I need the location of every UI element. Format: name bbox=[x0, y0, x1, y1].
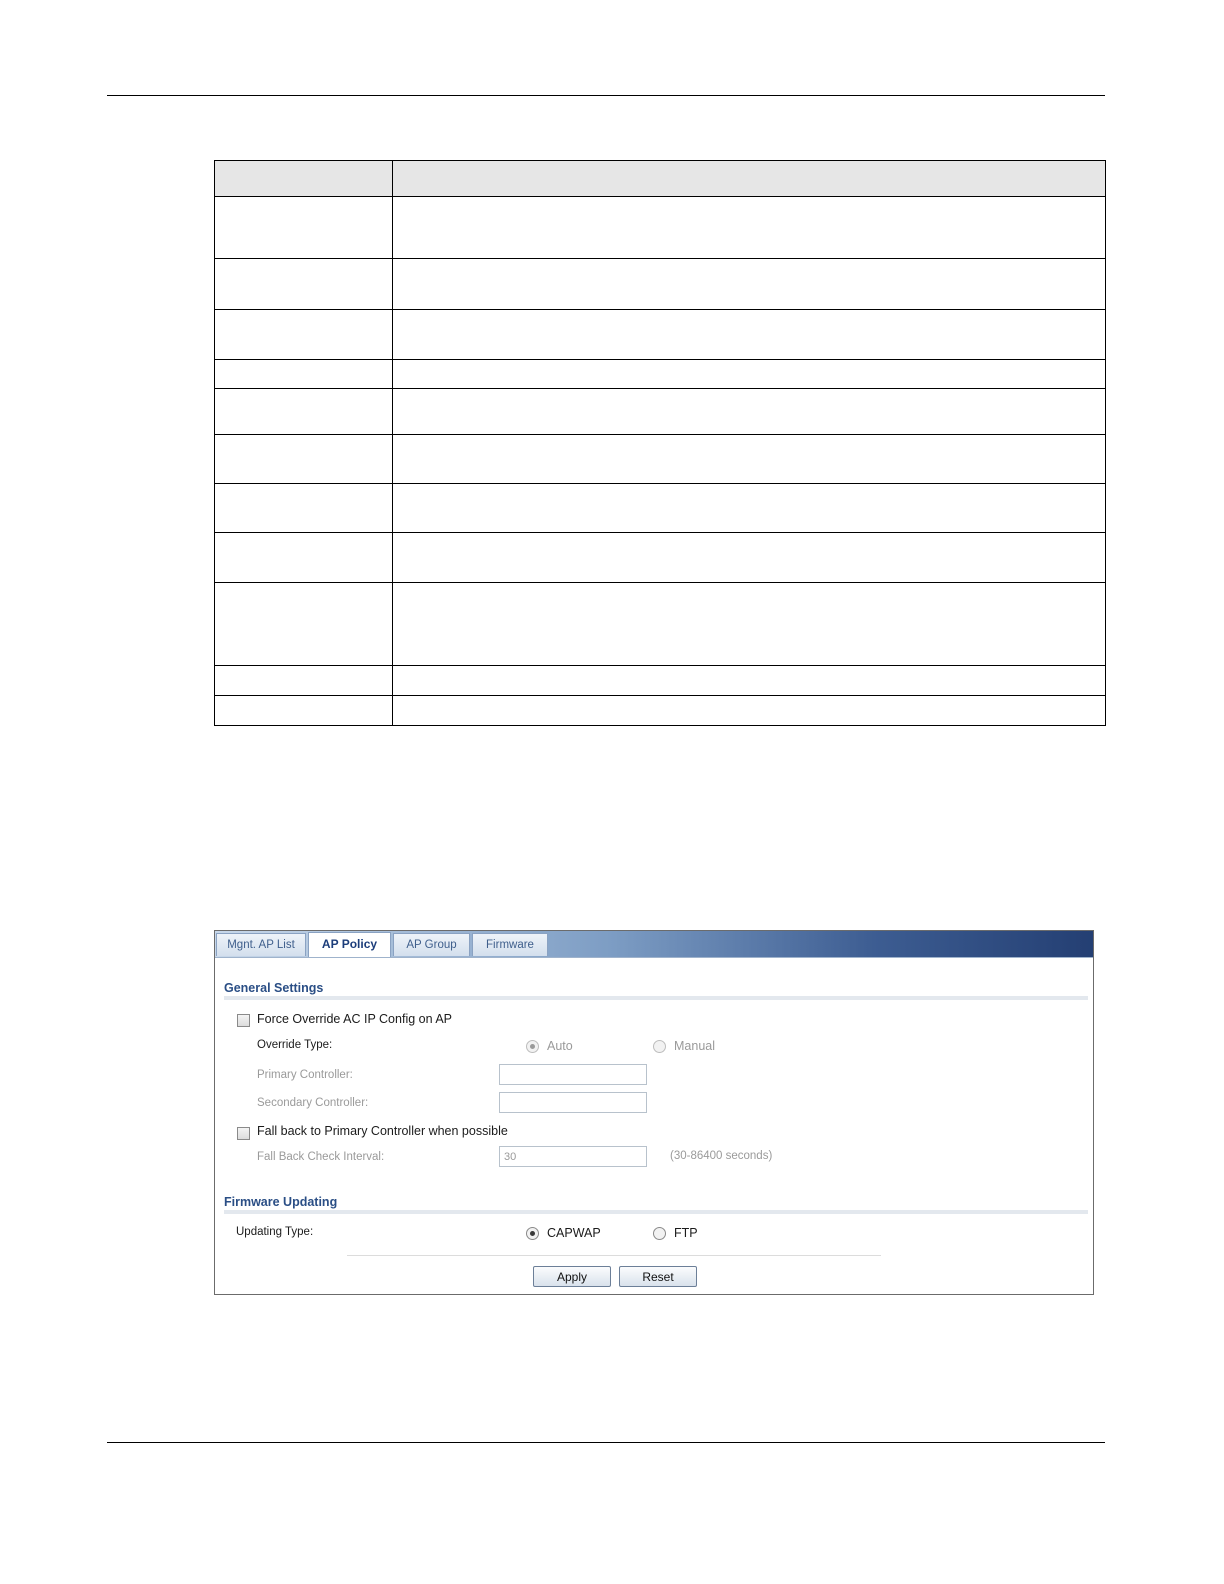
secondary-controller-input[interactable] bbox=[499, 1092, 647, 1113]
table-row bbox=[215, 533, 1106, 583]
tab-mgnt-ap-list[interactable]: Mgnt. AP List bbox=[216, 933, 306, 956]
override-auto-radio[interactable] bbox=[526, 1040, 539, 1053]
table-row bbox=[215, 389, 1106, 435]
table-row bbox=[215, 484, 1106, 533]
table-row bbox=[215, 360, 1106, 389]
override-auto-label: Auto bbox=[547, 1039, 573, 1053]
table-row bbox=[215, 310, 1106, 360]
fallback-label: Fall back to Primary Controller when possible bbox=[257, 1124, 508, 1138]
primary-controller-input[interactable] bbox=[499, 1064, 647, 1085]
tab-ap-policy[interactable]: AP Policy bbox=[308, 932, 391, 957]
fallback-interval-hint: (30-86400 seconds) bbox=[670, 1150, 773, 1162]
table-row bbox=[215, 666, 1106, 696]
force-override-label: Force Override AC IP Config on AP bbox=[257, 1012, 453, 1026]
description-table bbox=[214, 160, 1106, 726]
updating-type-label: Updating Type: bbox=[236, 1226, 314, 1238]
tab-bar bbox=[215, 931, 1093, 958]
ftp-radio[interactable] bbox=[653, 1227, 666, 1240]
fallback-checkbox[interactable] bbox=[237, 1127, 250, 1140]
table-row bbox=[215, 435, 1106, 484]
table-row bbox=[215, 259, 1106, 310]
fallback-interval-label: Fall Back Check Interval: bbox=[257, 1151, 385, 1163]
tab-firmware[interactable]: Firmware bbox=[472, 933, 548, 956]
secondary-controller-label: Secondary Controller: bbox=[257, 1097, 369, 1109]
override-manual-radio[interactable] bbox=[653, 1040, 666, 1053]
table-header-row bbox=[215, 161, 1106, 197]
ftp-label: FTP bbox=[674, 1226, 698, 1240]
footer-rule bbox=[107, 1442, 1105, 1443]
fallback-interval-input[interactable] bbox=[499, 1146, 647, 1167]
table-row bbox=[215, 696, 1106, 726]
header-rule bbox=[107, 95, 1105, 96]
force-override-checkbox[interactable] bbox=[237, 1014, 250, 1027]
override-type-label: Override Type: bbox=[257, 1039, 333, 1051]
override-manual-label: Manual bbox=[674, 1039, 715, 1053]
primary-controller-label: Primary Controller: bbox=[257, 1069, 353, 1081]
capwap-label: CAPWAP bbox=[547, 1226, 601, 1240]
button-divider bbox=[347, 1255, 881, 1256]
tab-ap-group[interactable]: AP Group bbox=[393, 933, 470, 956]
table-row bbox=[215, 583, 1106, 666]
table-row bbox=[215, 197, 1106, 259]
ap-policy-panel bbox=[214, 930, 1094, 1295]
capwap-radio[interactable] bbox=[526, 1227, 539, 1240]
reset-button[interactable]: Reset bbox=[619, 1266, 697, 1287]
apply-button[interactable]: Apply bbox=[533, 1266, 611, 1287]
general-settings-divider bbox=[224, 996, 1088, 1000]
general-settings-title: General Settings bbox=[224, 981, 324, 995]
firmware-updating-title: Firmware Updating bbox=[224, 1195, 338, 1209]
firmware-updating-divider bbox=[224, 1210, 1088, 1214]
